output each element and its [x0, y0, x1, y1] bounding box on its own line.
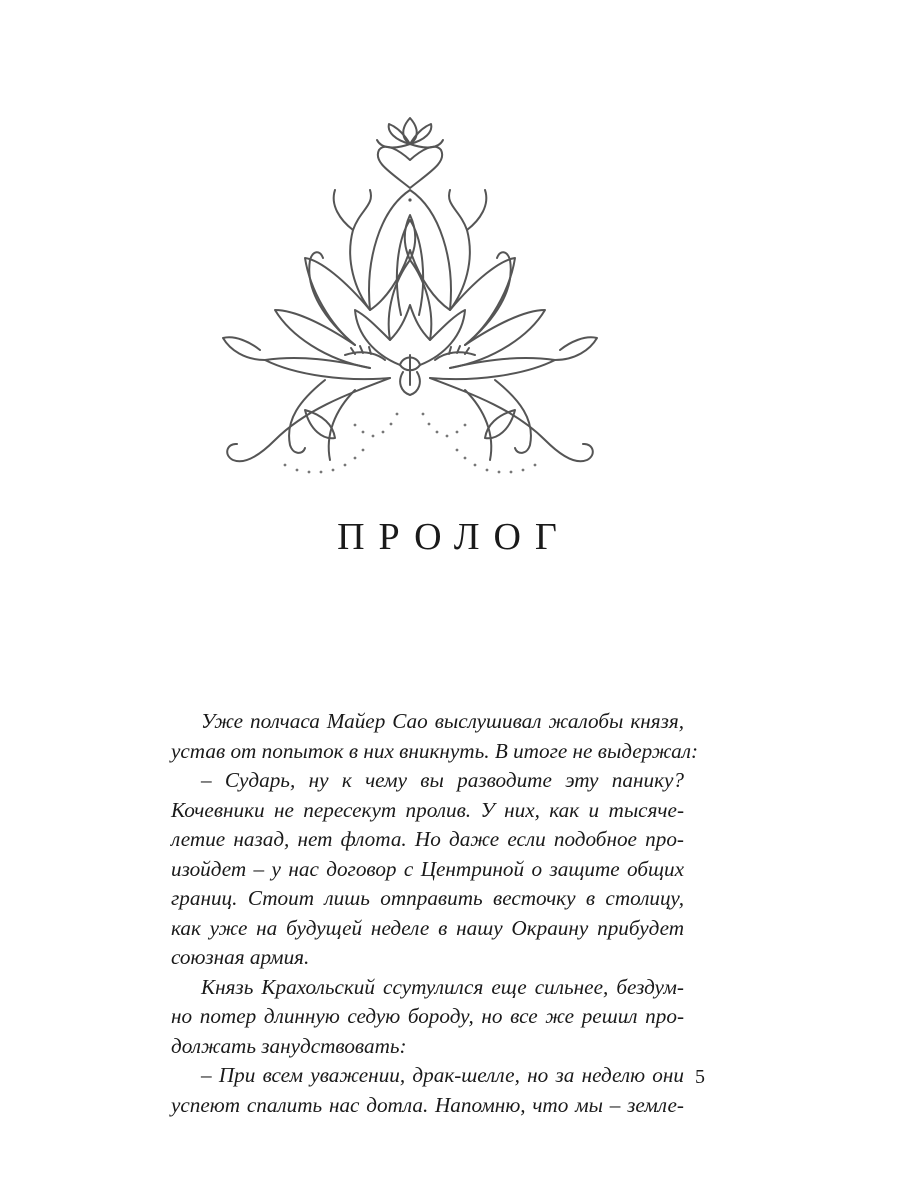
text-line: успеют спалить нас дотла. Напомню, что мы – земле- [171, 1092, 684, 1117]
chapter-title: ПРОЛОГ [337, 516, 571, 558]
text-line: как уже на будущей неделе в нашу Окраину прибудет [171, 915, 684, 940]
text-line: союзная армия. [171, 945, 310, 969]
text-line: границ. Стоит лишь отправить весточку в столицу, [171, 886, 684, 910]
text-line: – Сударь, ну к чему вы разводите эту панику? [201, 768, 684, 792]
text-line: Уже полчаса Майер Сао выслушивал жалобы князя, [201, 709, 684, 733]
text-line: Кочевники не пересекут пролив. У них, как и тысяче- [171, 797, 684, 822]
body-text [171, 707, 699, 1120]
text-line: но потер длинную седую бороду, но все же решил про- [171, 1004, 684, 1028]
text-line: устав от попыток в них вникнуть. В итоге не выдержал: [171, 738, 699, 763]
text-line: – При всем уважении, драк-шелле, но за неделю они [201, 1063, 684, 1087]
text-line: летие назад, нет флота. Но даже если подобное про- [171, 827, 684, 851]
text-line: должать занудствовать: [171, 1033, 407, 1058]
text-line: Князь Крахольский ссутулился еще сильнее, бездум- [201, 974, 684, 999]
text-line: изойдет – у нас договор с Центриной о защите общих [171, 856, 684, 881]
lotus-ornament [205, 110, 615, 485]
page-number: 5 [695, 1066, 705, 1088]
